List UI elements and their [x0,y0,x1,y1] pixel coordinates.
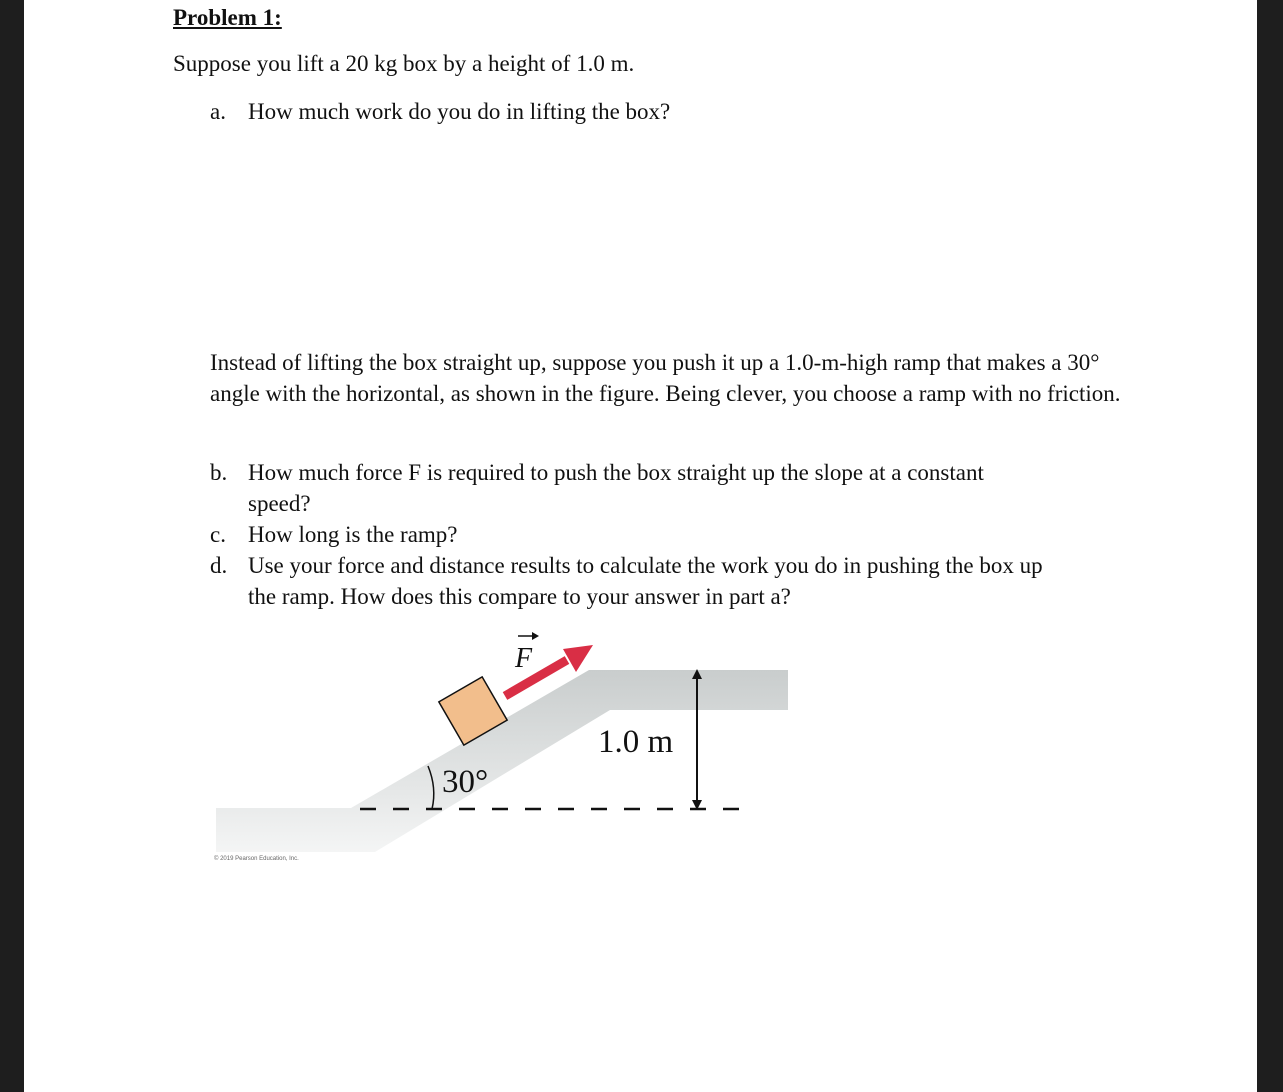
part-b-line1: How much force F is required to push the box straight up the slope at a constant [248,460,984,485]
copyright-text: © 2019 Pearson Education, Inc. [214,856,299,862]
part-d-line2: the ramp. How does this compare to your answer in part a? [248,584,791,609]
force-label: F [515,643,533,674]
height-label: 1.0 m [598,724,674,760]
part-c-text: How long is the ramp? [248,522,458,547]
problem-title: Problem 1: [173,5,282,30]
ramp-paragraph: Instead of lifting the box straight up, suppose you push it up a 1.0-m-high ramp that makes a 30° angle with the horizontal, as shown in the figure. Being clever, you choose a ramp with no friction. [210,350,1121,406]
force-arrow-head [563,645,593,672]
document-page [24,0,1257,1092]
part-b-line2: speed? [248,491,311,516]
part-d-label: d. [210,553,228,578]
ramp-figure [210,620,810,870]
part-d-line1: Use your force and distance results to calculate the work you do in pushing the box up [248,553,1043,578]
ramp-ground [216,670,788,852]
problem-intro: Suppose you lift a 20 kg box by a height of 1.0 m. [173,51,635,76]
part-c-label: c. [210,522,226,547]
vector-arrow-head [532,632,539,640]
part-b-label: b. [210,460,228,485]
part-a-label: a. [210,99,226,124]
part-a-text: How much work do you do in lifting the box? [248,99,671,124]
angle-label: 30° [442,764,489,800]
